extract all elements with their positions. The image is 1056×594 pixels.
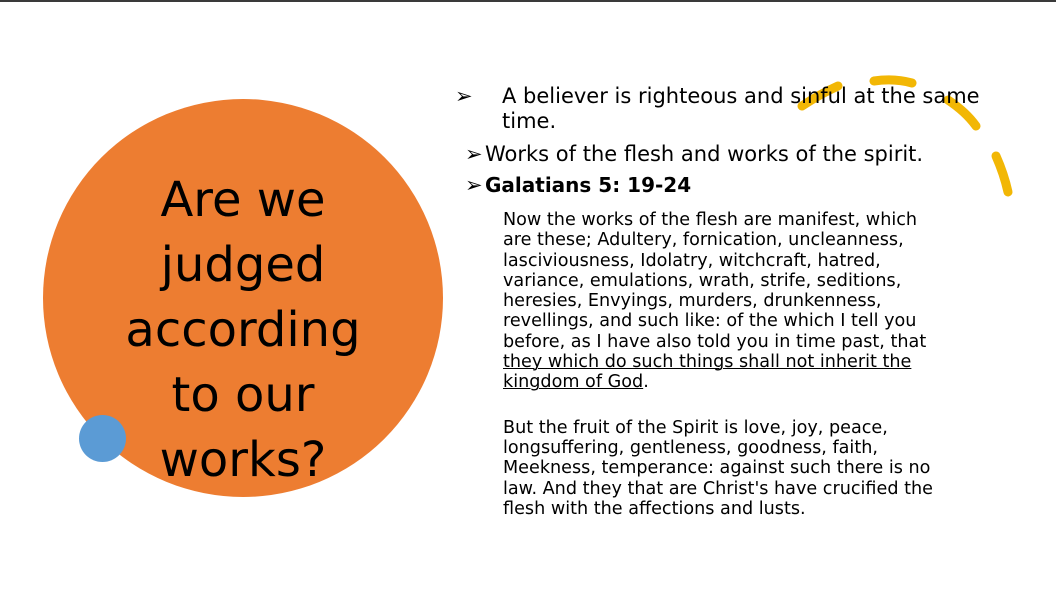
- verse-line-underlined: kingdom of God: [503, 372, 644, 393]
- slide-title: [103, 168, 383, 493]
- verse-line: But the fruit of the Spirit is love, joy, peace,: [503, 417, 888, 438]
- verse-punctuation: .: [643, 372, 649, 393]
- verse-line: Now the works of the flesh are manifest, which: [503, 210, 918, 230]
- verse-line-underlined: they which do such things shall not inherit the: [503, 352, 912, 373]
- window-top-border: [0, 0, 1056, 2]
- title-line: to our: [171, 367, 315, 423]
- arrowhead-bullet-icon: ➢: [455, 84, 473, 108]
- verse-line: flesh with the affections and lusts.: [503, 498, 806, 519]
- verse-line: longsuffering, gentleness, goodness, faith,: [503, 437, 878, 458]
- verse-works-of-flesh: [503, 210, 1003, 393]
- verse-line: heresies, Envyings, murders, drunkenness,: [503, 291, 882, 312]
- verse-line: law. And they that are Christ's have crucified the: [503, 478, 933, 499]
- bullet-text: A believer is righteous and sinful at the same time.: [502, 84, 980, 133]
- arrowhead-bullet-icon: ➢: [465, 173, 483, 197]
- title-line: judged: [160, 237, 326, 293]
- verse-line: Meekness, temperance: against such there is no: [503, 458, 931, 479]
- verse-line: before, as I have also told you in time past, that: [503, 331, 927, 352]
- title-line: according: [125, 302, 361, 358]
- bullet-text: Works of the flesh and works of the spirit.: [485, 142, 924, 166]
- scripture-reference: Galatians 5: 19-24: [485, 173, 692, 197]
- verse-line: lasciviousness, Idolatry, witchcraft, hatred,: [503, 250, 881, 271]
- bullet-item: [465, 173, 1025, 198]
- bullet-list: [455, 84, 1025, 198]
- scripture-passage: [503, 210, 1003, 519]
- verse-fruit-of-spirit: [503, 418, 1003, 519]
- bullet-item: [455, 84, 982, 134]
- verse-line: variance, emulations, wrath, strife, seditions,: [503, 270, 902, 291]
- title-line: Are we: [160, 172, 326, 228]
- bullet-item: [465, 142, 1025, 167]
- title-line: works?: [159, 432, 327, 488]
- verse-line: revellings, and such like: of the which I tell you: [503, 311, 917, 332]
- arrowhead-bullet-icon: ➢: [465, 142, 483, 166]
- verse-line: are these; Adultery, fornication, uncleanness,: [503, 230, 904, 251]
